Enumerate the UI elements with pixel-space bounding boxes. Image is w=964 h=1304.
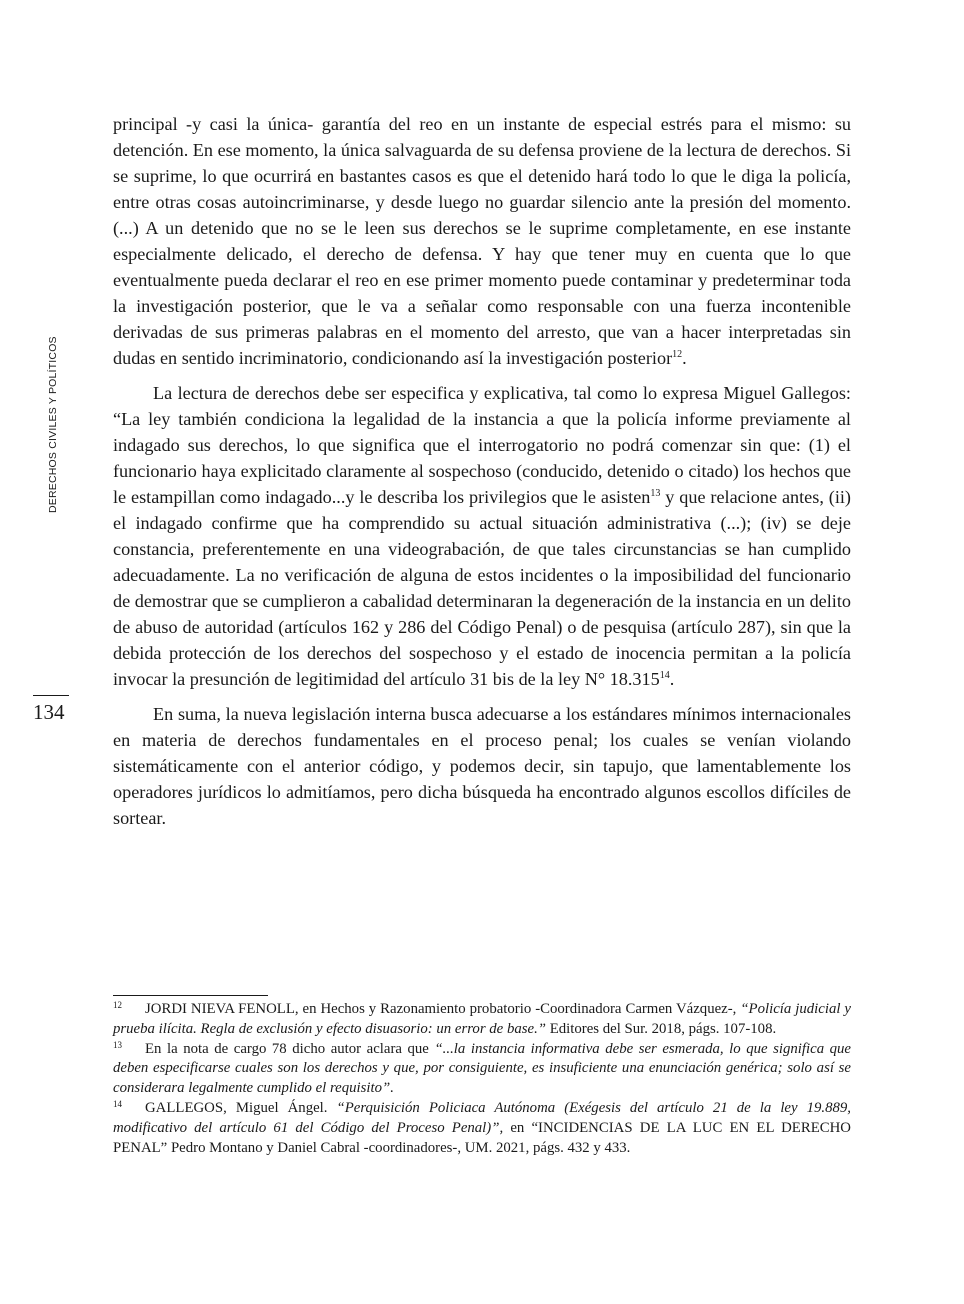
paragraph-2-text-b: y que relacione antes, (ii) el indagado confirme que ha comprendido su actual situación administrativa (...); (iv) se deje constancia, preferentemente en una videograbación, de que tales circunstancias se han cumplido adecuadamente. La no verificación de alguna de estos incidentes o la imposibilidad del funcionario de demostrar que se cumplieron a cabalidad determinaran la degeneración de la instancia en un delito de abuso de autoridad (artículos 162 y 286 del Código Penal) o de pesquisa (artículo 287), sin que la debida protección de los derechos del sospechoso y el estado de inocencia permitan a la policía invocar la presunción de legitimidad del artículo 31 bis de la ley N° 18.315: [113, 487, 851, 689]
paragraph-2-tail: .: [669, 669, 675, 689]
paragraph-2: [113, 380, 851, 692]
body-text: [113, 111, 851, 831]
paragraph-2-text-a: La lectura de derechos debe ser especifica y explicativa, tal como lo expresa Miguel Gallegos: “La ley también condiciona la legalidad de la instancia a que la policía informe previamente al indagado sus derechos, lo que significa que el interrogatorio no podrá comenzar sin que: (1) el funcionario haya explicitado claramente al sospechoso (conducido, detenido o citado) los hechos que le estampillan como indagado...y le describa los privilegios que le asisten: [113, 383, 851, 507]
paragraph-1: [113, 111, 851, 371]
page-number: 134: [33, 700, 65, 724]
footnote-text: En la nota de cargo 78 dicho autor aclara que: [145, 1040, 435, 1057]
footnote-italic-text: “...la instancia informativa debe ser esmerada, lo que significa que deben especificarse cuales son los derechos y que, por consiguiente, es insuficiente una enunciación genérica; solo así se considerara legalmente cumplido el requisito”.: [113, 1040, 852, 1097]
footnote-13: 13 En la nota de cargo 78 dicho autor aclara que “...la instancia informativa debe ser esmerada, lo que significa que deben especificarse cuales son los derechos y que, por consiguiente, es insuficiente una enunciación genérica; solo así se considerara legalmente cumplido el requisito”.: [113, 1039, 852, 1097]
page-number-rule: [33, 695, 69, 696]
footnote-ref-12[interactable]: 12: [672, 349, 683, 360]
footnote-text: JORDI NIEVA FENOLL, en Hechos y Razonamiento probatorio -Coordinadora Carmen Vázquez-,: [145, 1001, 741, 1017]
footnote-italic-text: “Perquisición Policiaca Autónoma (Exégesis del artículo 21 de la ley 19.889, modificativo del artículo 61 del Código del Proceso Penal)”,: [113, 1099, 851, 1136]
footnote-14: 14 GALLEGOS, Miguel Ángel. “Perquisición Policiaca Autónoma (Exégesis del artículo 21 de la ley 19.889, modificativo del artículo 61 del Código del Proceso Penal)”, en “INCIDENCIAS DE LA LUC EN EL DERECHO PENAL” Pedro Montano y Daniel Cabral -coordinadores-, UM. 2021, págs. 432 y 433.: [113, 1098, 851, 1156]
footnote-text: GALLEGOS, Miguel Ángel.: [145, 1099, 337, 1116]
section-side-label: DERECHOS CIVILES Y POLÍTICOS: [47, 336, 59, 513]
footnotes: [113, 1000, 851, 1158]
footnote-ref-13[interactable]: 13: [650, 488, 661, 499]
footnote-text-end: en “INCIDENCIAS DE LA LUC EN EL DERECHO PENAL” Pedro Montano y Daniel Cabral -coordinadores-, UM. 2021, págs. 432 y 433.: [113, 1119, 851, 1156]
footnote-ref-14[interactable]: 14: [659, 670, 670, 681]
footnote-12: 12 JORDI NIEVA FENOLL, en Hechos y Razonamiento probatorio -Coordinadora Carmen Vázquez-, “Policía judicial y prueba ilícita. Regla de exclusión y efecto disuasorio: un error de base.” Editores del Sur. 2018, págs. 107-108.: [113, 1000, 851, 1037]
paragraph-1-text: principal -y casi la única- garantía del reo en un instante de especial estrés para el mismo: su detención. En ese momento, la única salvaguarda de su defensa proviene de la lectura de derechos. Si se suprime, lo que ocurrirá en bastantes casos es que el detenido hará todo lo que le diga la policía, entre otras cosas autoincriminarse, y desde luego no guardar silencio ante la presión del momento. (...) A un detenido que no se le leen sus derechos se le suprime completamente, en ese instante especialmente delicado, el derecho de defensa. Y hay que tener muy en cuenta que lo que eventualmente pueda declarar el reo en ese primer momento puede contaminar y predeterminar toda la investigación posterior, que le va a señalar como responsable con una fuerza incontenible derivadas de sus primeras palabras en el momento del arresto, que van a hacer interpretadas sin dudas en sentido incriminatorio, condicionando así la investigación posterior: [113, 114, 851, 368]
paragraph-1-tail: .: [682, 348, 687, 368]
paragraph-3: En suma, la nueva legislación interna busca adecuarse a los estándares mínimos internacionales en materia de derechos fundamentales en el proceso penal; los cuales se venían violando sistemáticamente con el anterior código, y podemos decir, sin tapujo, que lamentablemente los operadores jurídicos lo admitíamos, pero dicha búsqueda ha encontrado algunos escollos difíciles de sortear.: [113, 704, 851, 828]
footnote-separator: [113, 995, 268, 996]
footnote-text-end: Editores del Sur. 2018, págs. 107-108.: [546, 1020, 777, 1037]
footnote-italic-text: “Policía judicial y prueba ilícita. Regla de exclusión y efecto disuasorio: un error de base.”: [113, 1001, 851, 1037]
